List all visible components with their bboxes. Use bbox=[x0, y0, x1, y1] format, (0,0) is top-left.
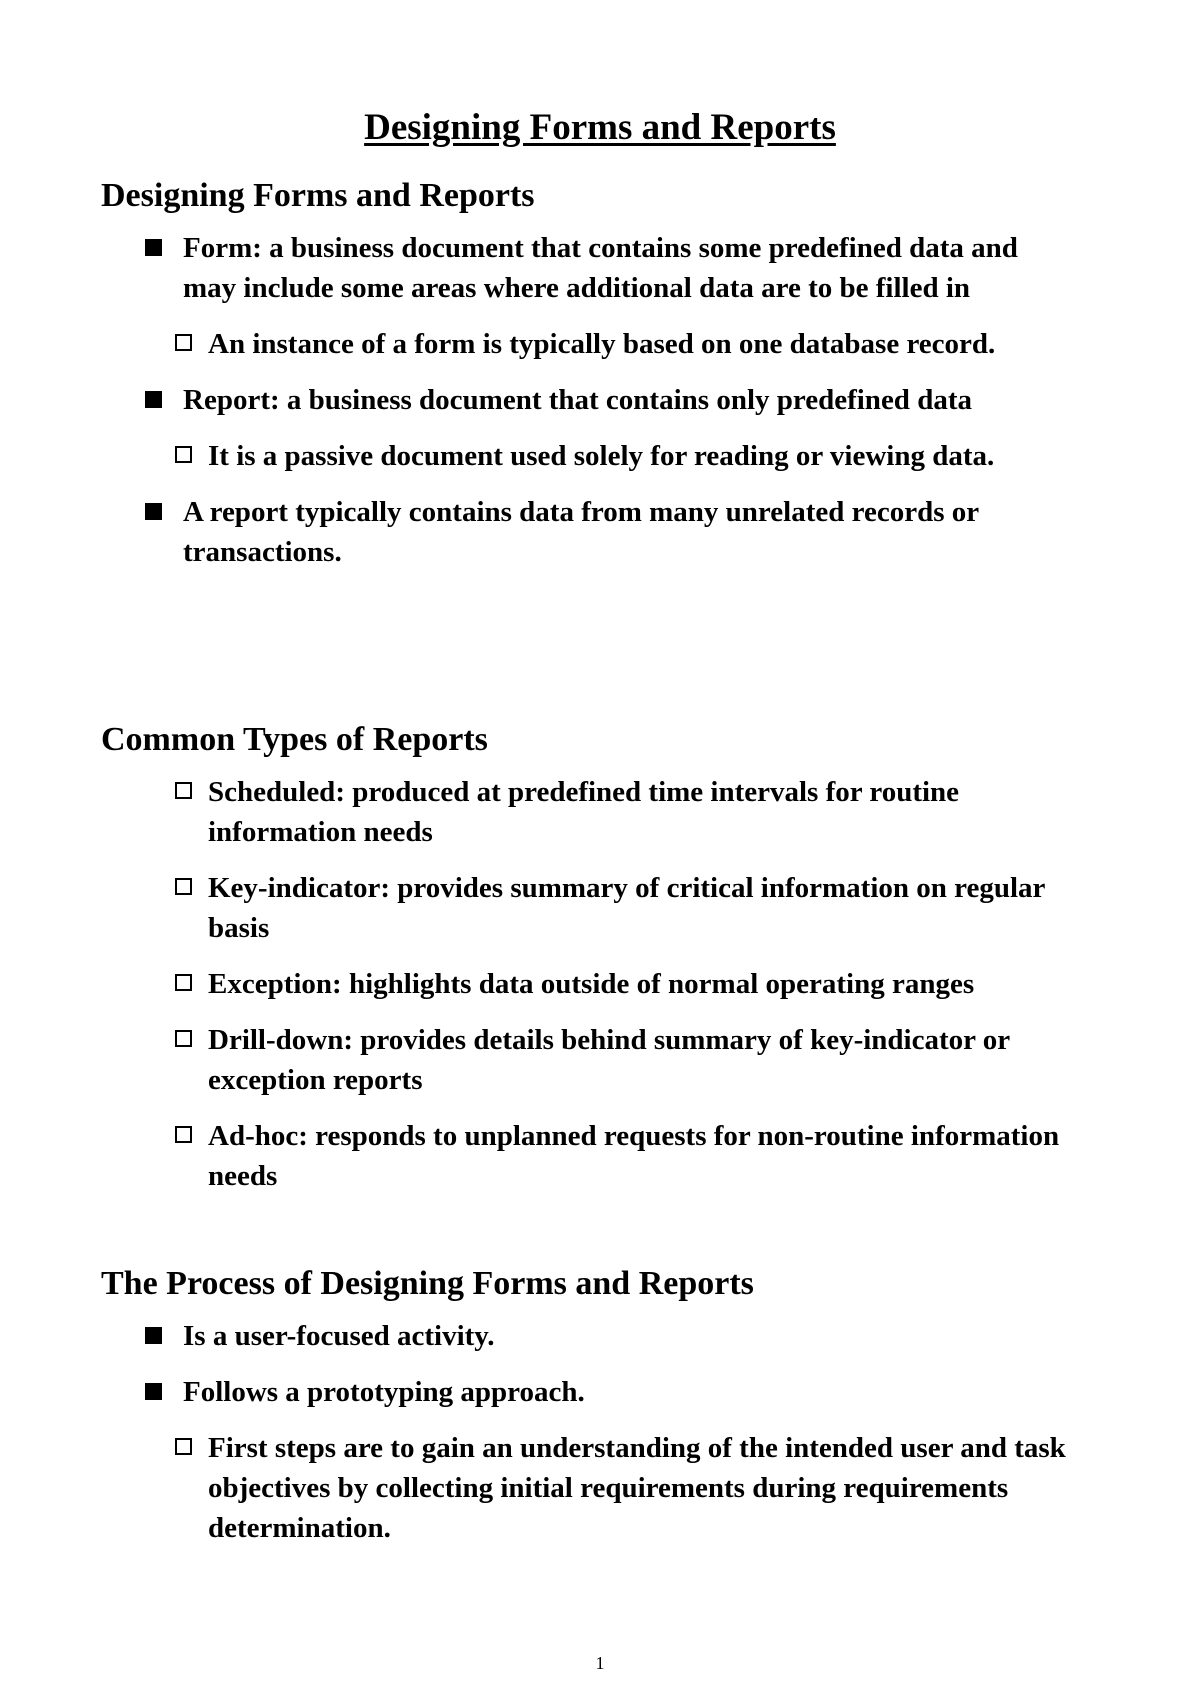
section-heading: Designing Forms and Reports bbox=[101, 177, 535, 214]
list-item-text: Is a user-focused activity. bbox=[183, 1320, 495, 1352]
list-item-text: Exception: highlights data outside of normal operating ranges bbox=[208, 968, 975, 1000]
list-item-text: Form: a business document that contains some predefined data and may include some areas where additional data are to be filled in bbox=[183, 232, 1018, 304]
list-item bbox=[145, 492, 1063, 572]
filled-square-bullet-icon bbox=[145, 391, 162, 408]
section-designing-forms-and-reports bbox=[101, 176, 1101, 588]
list-item-text: First steps are to gain an understanding of the intended user and task objectives by collecting initial requirements during requirements determination. bbox=[208, 1432, 1066, 1544]
list-item-text: Key-indicator: provides summary of critical information on regular basis bbox=[208, 872, 1045, 944]
list-item bbox=[145, 380, 1063, 420]
bullet-list bbox=[101, 492, 1101, 572]
list-item bbox=[175, 964, 1088, 1004]
filled-square-bullet-icon bbox=[145, 1383, 162, 1400]
list-item-text: Scheduled: produced at predefined time intervals for routine information needs bbox=[208, 776, 960, 848]
bullet-list bbox=[101, 380, 1101, 420]
hollow-square-bullet-icon bbox=[175, 334, 192, 351]
section-common-types-of-reports bbox=[101, 720, 1101, 1212]
list-item-text: It is a passive document used solely for reading or viewing data. bbox=[208, 440, 995, 472]
bullet-list bbox=[101, 1316, 1101, 1412]
sub-bullet-list bbox=[101, 436, 1101, 476]
hollow-square-bullet-icon bbox=[175, 974, 192, 991]
hollow-square-bullet-icon bbox=[175, 446, 192, 463]
list-item bbox=[175, 1020, 1088, 1100]
page-number: 1 bbox=[595, 1653, 605, 1673]
section-heading: Common Types of Reports bbox=[101, 721, 488, 758]
list-item-text: Follows a prototyping approach. bbox=[183, 1376, 585, 1408]
page-title: Designing Forms and Reports bbox=[364, 107, 836, 148]
list-item-text: An instance of a form is typically based on one database record. bbox=[208, 328, 996, 360]
sub-bullet-list bbox=[101, 324, 1101, 364]
bullet-list bbox=[101, 228, 1101, 308]
hollow-square-bullet-icon bbox=[175, 782, 192, 799]
list-item bbox=[175, 436, 1088, 476]
sub-bullet-list bbox=[101, 772, 1101, 1196]
list-item-text: Report: a business document that contains only predefined data bbox=[183, 384, 972, 416]
list-item bbox=[145, 1372, 1063, 1412]
filled-square-bullet-icon bbox=[145, 503, 162, 520]
hollow-square-bullet-icon bbox=[175, 1126, 192, 1143]
hollow-square-bullet-icon bbox=[175, 878, 192, 895]
list-item bbox=[175, 1116, 1088, 1196]
list-item bbox=[175, 772, 1088, 852]
list-item-text: A report typically contains data from many unrelated records or transactions. bbox=[183, 496, 979, 568]
list-item-text: Ad-hoc: responds to unplanned requests for non-routine information needs bbox=[208, 1120, 1060, 1192]
section-heading: The Process of Designing Forms and Reports bbox=[101, 1265, 754, 1302]
hollow-square-bullet-icon bbox=[175, 1030, 192, 1047]
list-item bbox=[145, 228, 1063, 308]
filled-square-bullet-icon bbox=[145, 239, 162, 256]
list-item-text: Drill-down: provides details behind summary of key-indicator or exception reports bbox=[208, 1024, 1010, 1096]
list-item bbox=[175, 868, 1088, 948]
list-item bbox=[145, 1316, 1063, 1356]
section-process-of-designing bbox=[101, 1264, 1101, 1564]
filled-square-bullet-icon bbox=[145, 1327, 162, 1344]
sub-bullet-list bbox=[101, 1428, 1101, 1548]
list-item bbox=[175, 1428, 1088, 1548]
hollow-square-bullet-icon bbox=[175, 1438, 192, 1455]
list-item bbox=[175, 324, 1088, 364]
